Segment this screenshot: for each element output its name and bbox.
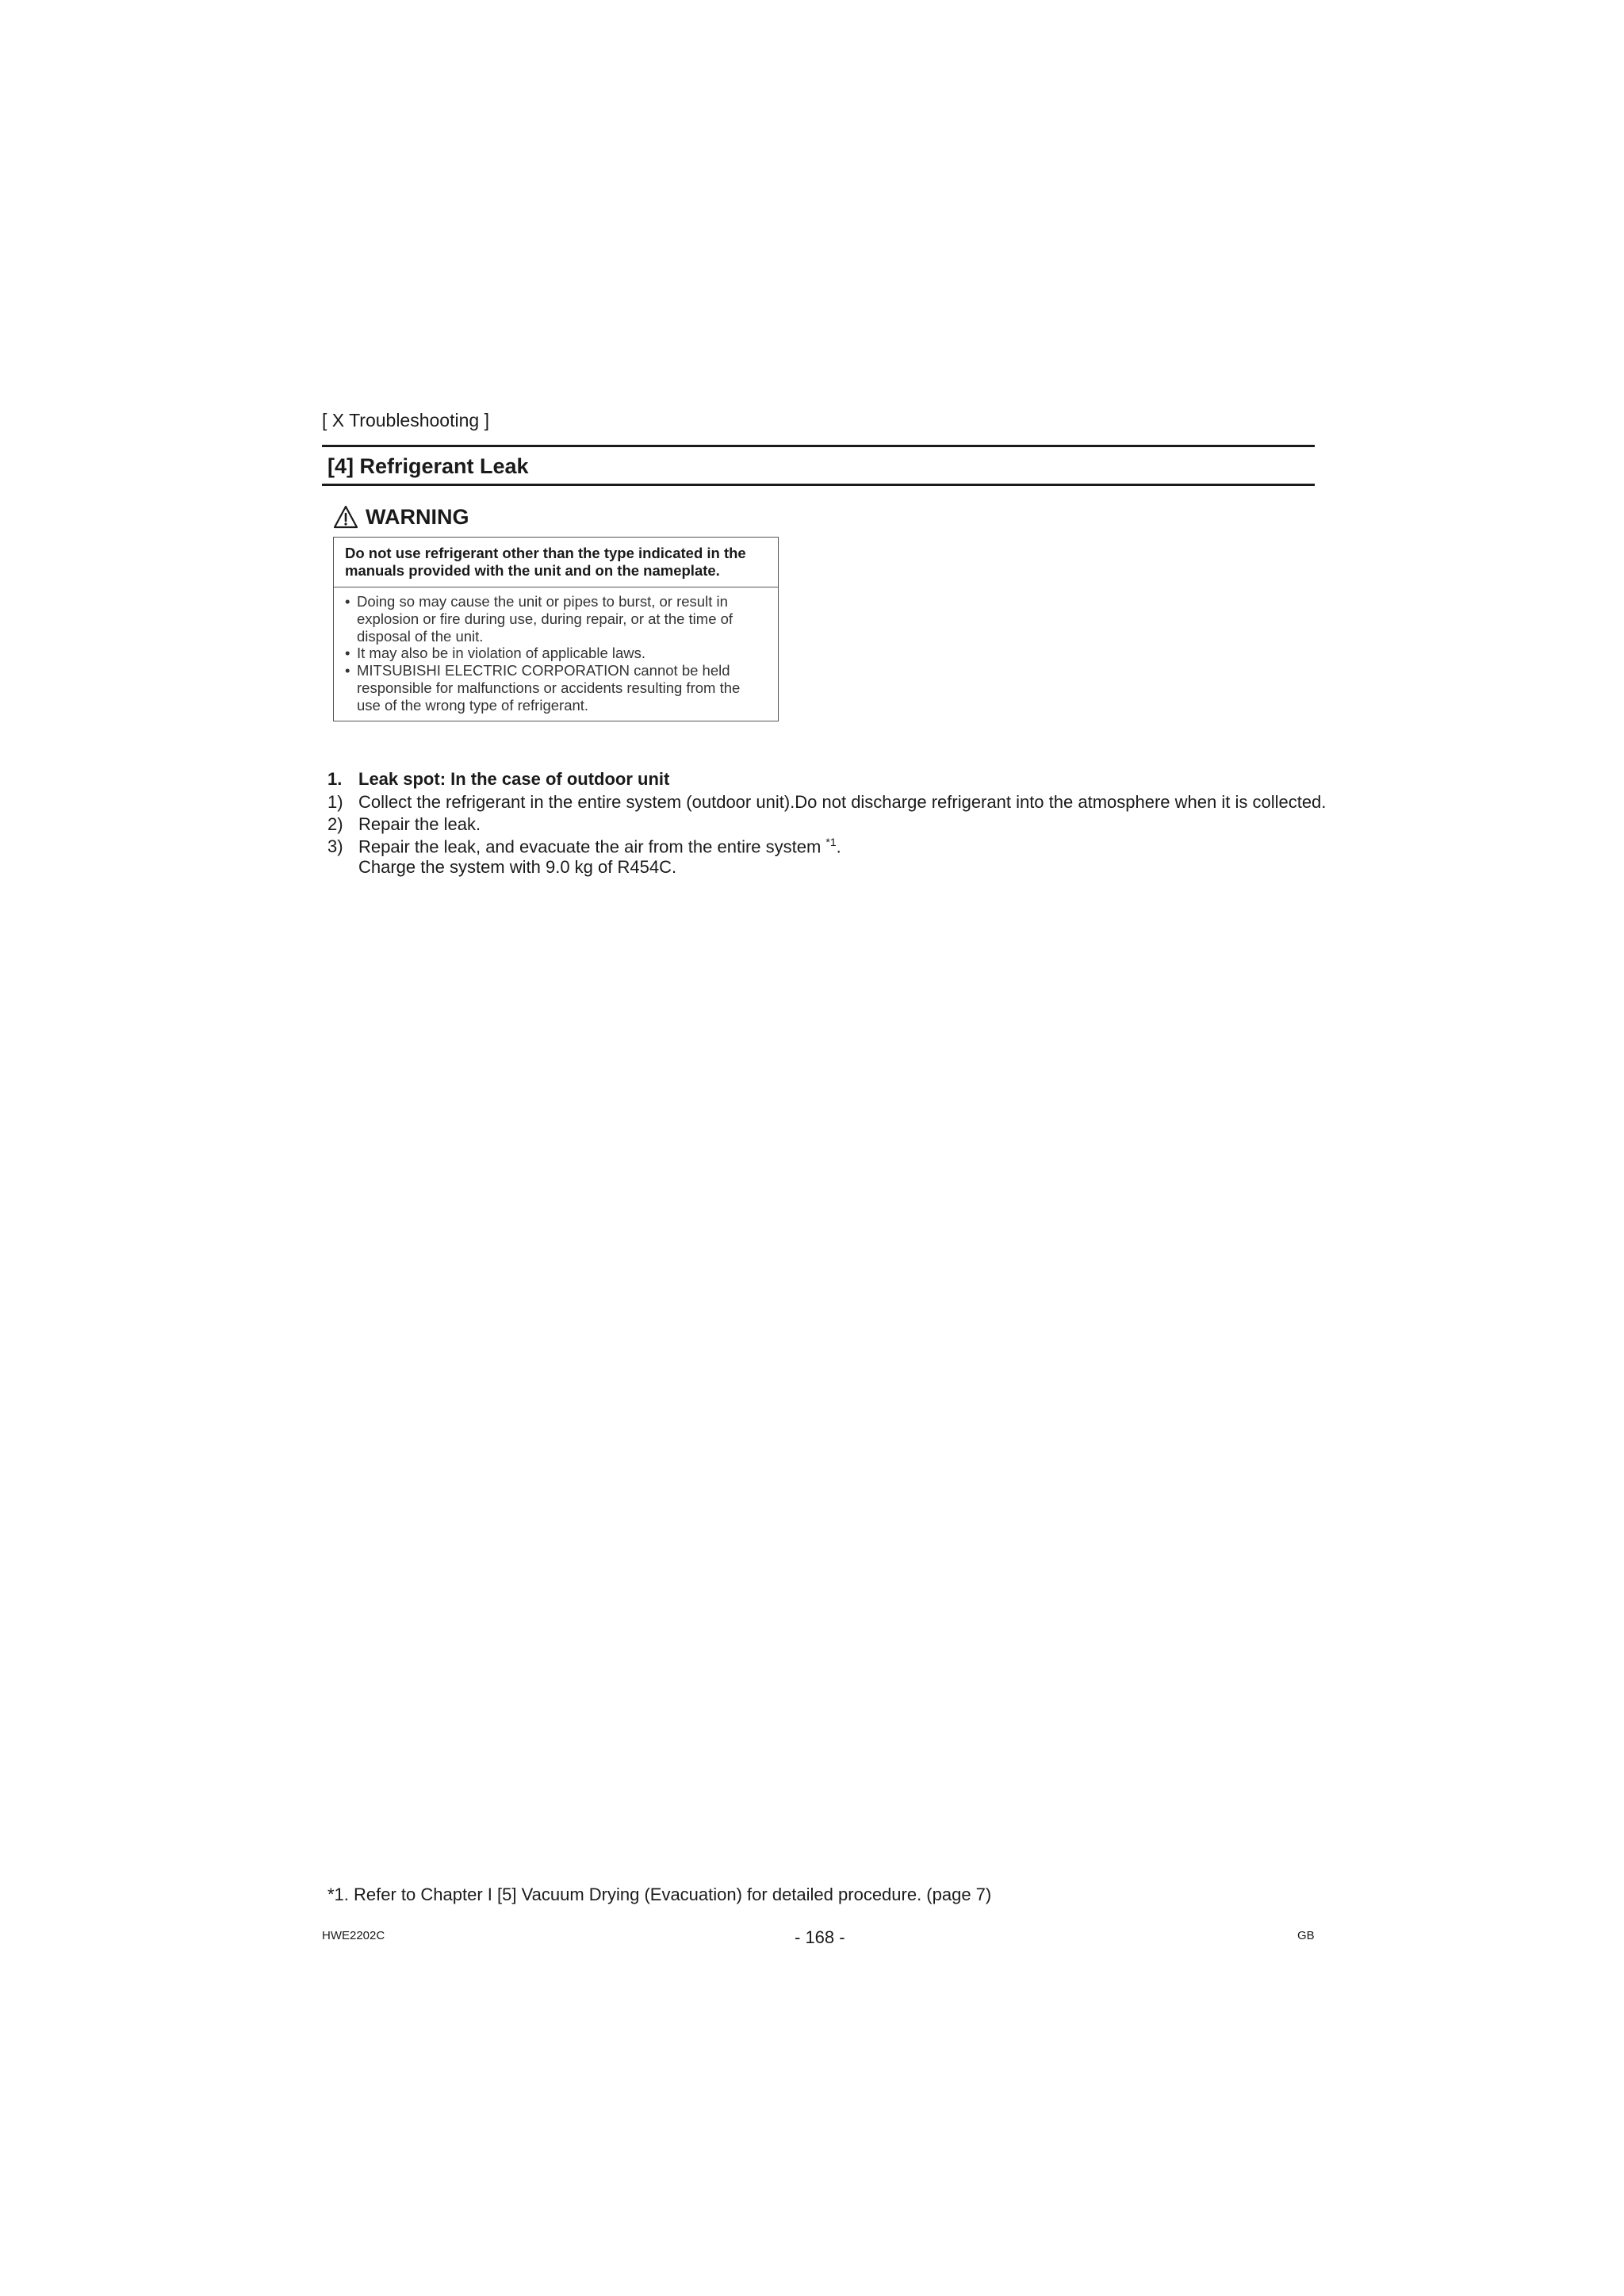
breadcrumb: [ X Troubleshooting ] [322, 410, 489, 430]
header-rule-top [322, 445, 1315, 447]
procedure-heading [327, 769, 669, 790]
warning-label: WARNING [366, 504, 469, 529]
procedure-step [327, 814, 481, 835]
footer-doc-code: HWE2202C [322, 1929, 385, 1942]
section-title: [4] Refrigerant Leak [327, 454, 529, 478]
warning-box [333, 537, 779, 721]
procedure-step [327, 836, 841, 857]
footer-language: GB [1297, 1929, 1315, 1942]
step-number: 1) [327, 792, 343, 812]
step-text: Collect the refrigerant in the entire system (outdoor unit).Do not discharge refrigerant into the atmosphere when it is collected. [358, 792, 1327, 812]
footnote: *1. Refer to Chapter I [5] Vacuum Drying (Evacuation) for detailed procedure. (page 7) [327, 1885, 992, 1904]
footnote-reference: *1 [825, 836, 837, 848]
warning-triangle-icon [333, 505, 358, 529]
step-text: Repair the leak, and evacuate the air from the entire system [358, 836, 826, 857]
warning-bullet: • Doing so may cause the unit or pipes to burst, or result in explosion or fire during use, during repair, or at the time of disposal of the unit. [345, 593, 767, 645]
warning-bullet: • It may also be in violation of applicable laws. [345, 645, 767, 662]
step-continuation: Charge the system with 9.0 kg of R454C. [358, 857, 677, 877]
warning-bullet-list [334, 587, 778, 721]
step-number: 3) [327, 836, 343, 857]
warning-heading [333, 503, 469, 530]
procedure-heading-number: 1. [327, 769, 343, 789]
procedure-step [327, 792, 1326, 813]
header-rule-bottom [322, 484, 1315, 486]
step-text: Repair the leak. [358, 814, 481, 834]
step-number: 2) [327, 814, 343, 834]
footer-page-number: - 168 - [795, 1927, 845, 1947]
step-suffix: . [836, 836, 841, 857]
warning-bullet: • MITSUBISHI ELECTRIC CORPORATION cannot be held responsible for malfunctions or accidents resulting from the use of the wrong type of refrigerant. [345, 662, 767, 714]
warning-title: Do not use refrigerant other than the type indicated in the manuals provided with the unit and on the nameplate. [334, 538, 778, 587]
procedure-heading-text: Leak spot: In the case of outdoor unit [358, 769, 670, 789]
